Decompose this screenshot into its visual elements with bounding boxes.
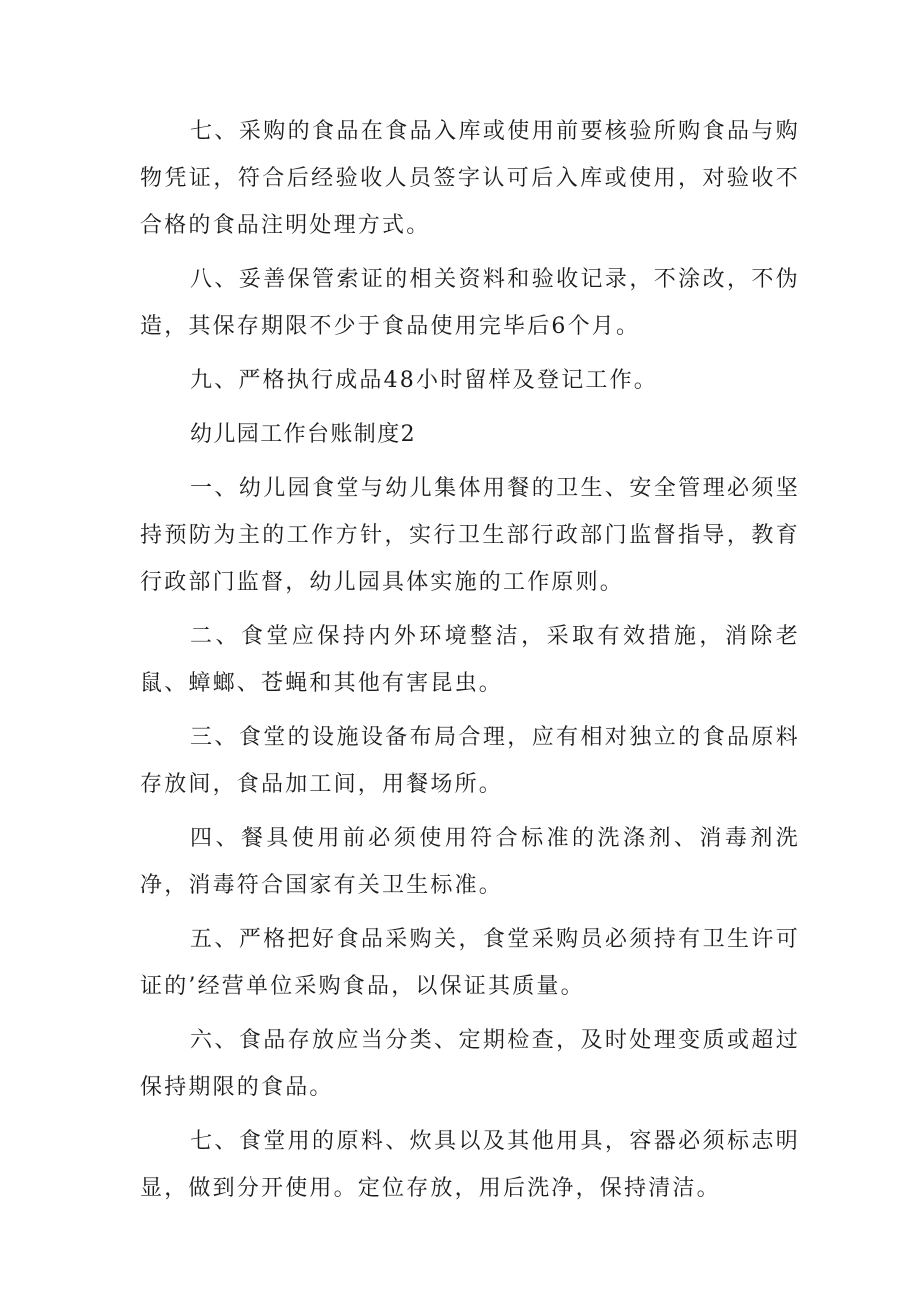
section-heading: 幼儿园工作台账制度2 (190, 422, 416, 447)
paragraph-management-principle: 一、幼儿园食堂与幼儿集体用餐的卫生、安全管理必须坚持预防为主的工作方针，实行卫生部行政部门监督指导，教育行政部门监督，幼儿园具体实施的工作原则。 (140, 476, 800, 595)
paragraph-facility-layout: 三、食堂的设施设备布局合理，应有相对独立的食品原料存放间，食品加工间，用餐场所。 (140, 725, 800, 797)
paragraph-utensil-separation: 七、食堂用的原料、炊具以及其他用具，容器必须标志明显，做到分开使用。定位存放，用后洗净，保持清洁。 (140, 1129, 800, 1201)
paragraph-record-keeping: 八、妥善保管索证的相关资料和验收记录，不涂改，不伪造，其保存期限不少于食品使用完毕后6个月。 (140, 267, 800, 339)
document-page (140, 108, 800, 1219)
paragraph-purchase-verification: 七、采购的食品在食品入库或使用前要核验所购食品与购物凭证，符合后经验收人员签字认可后入库或使用，对验收不合格的食品注明处理方式。 (140, 119, 800, 238)
paragraph-food-storage: 六、食品存放应当分类、定期检查，及时处理变质或超过保持期限的食品。 (140, 1028, 800, 1100)
paragraph-food-procurement: 五、严格把好食品采购关，食堂采购员必须持有卫生许可证的’经营单位采购食品，以保证其质量。 (140, 927, 800, 999)
paragraph-tableware-disinfection: 四、餐具使用前必须使用符合标准的洗涤剂、消毒剂洗净，消毒符合国家有关卫生标准。 (140, 826, 800, 898)
paragraph-sample-retention: 九、严格执行成品48小时留样及登记工作。 (190, 368, 658, 393)
paragraph-environment-hygiene: 二、食堂应保持内外环境整洁，采取有效措施，消除老鼠、蟑螂、苍蝇和其他有害昆虫。 (140, 624, 800, 696)
